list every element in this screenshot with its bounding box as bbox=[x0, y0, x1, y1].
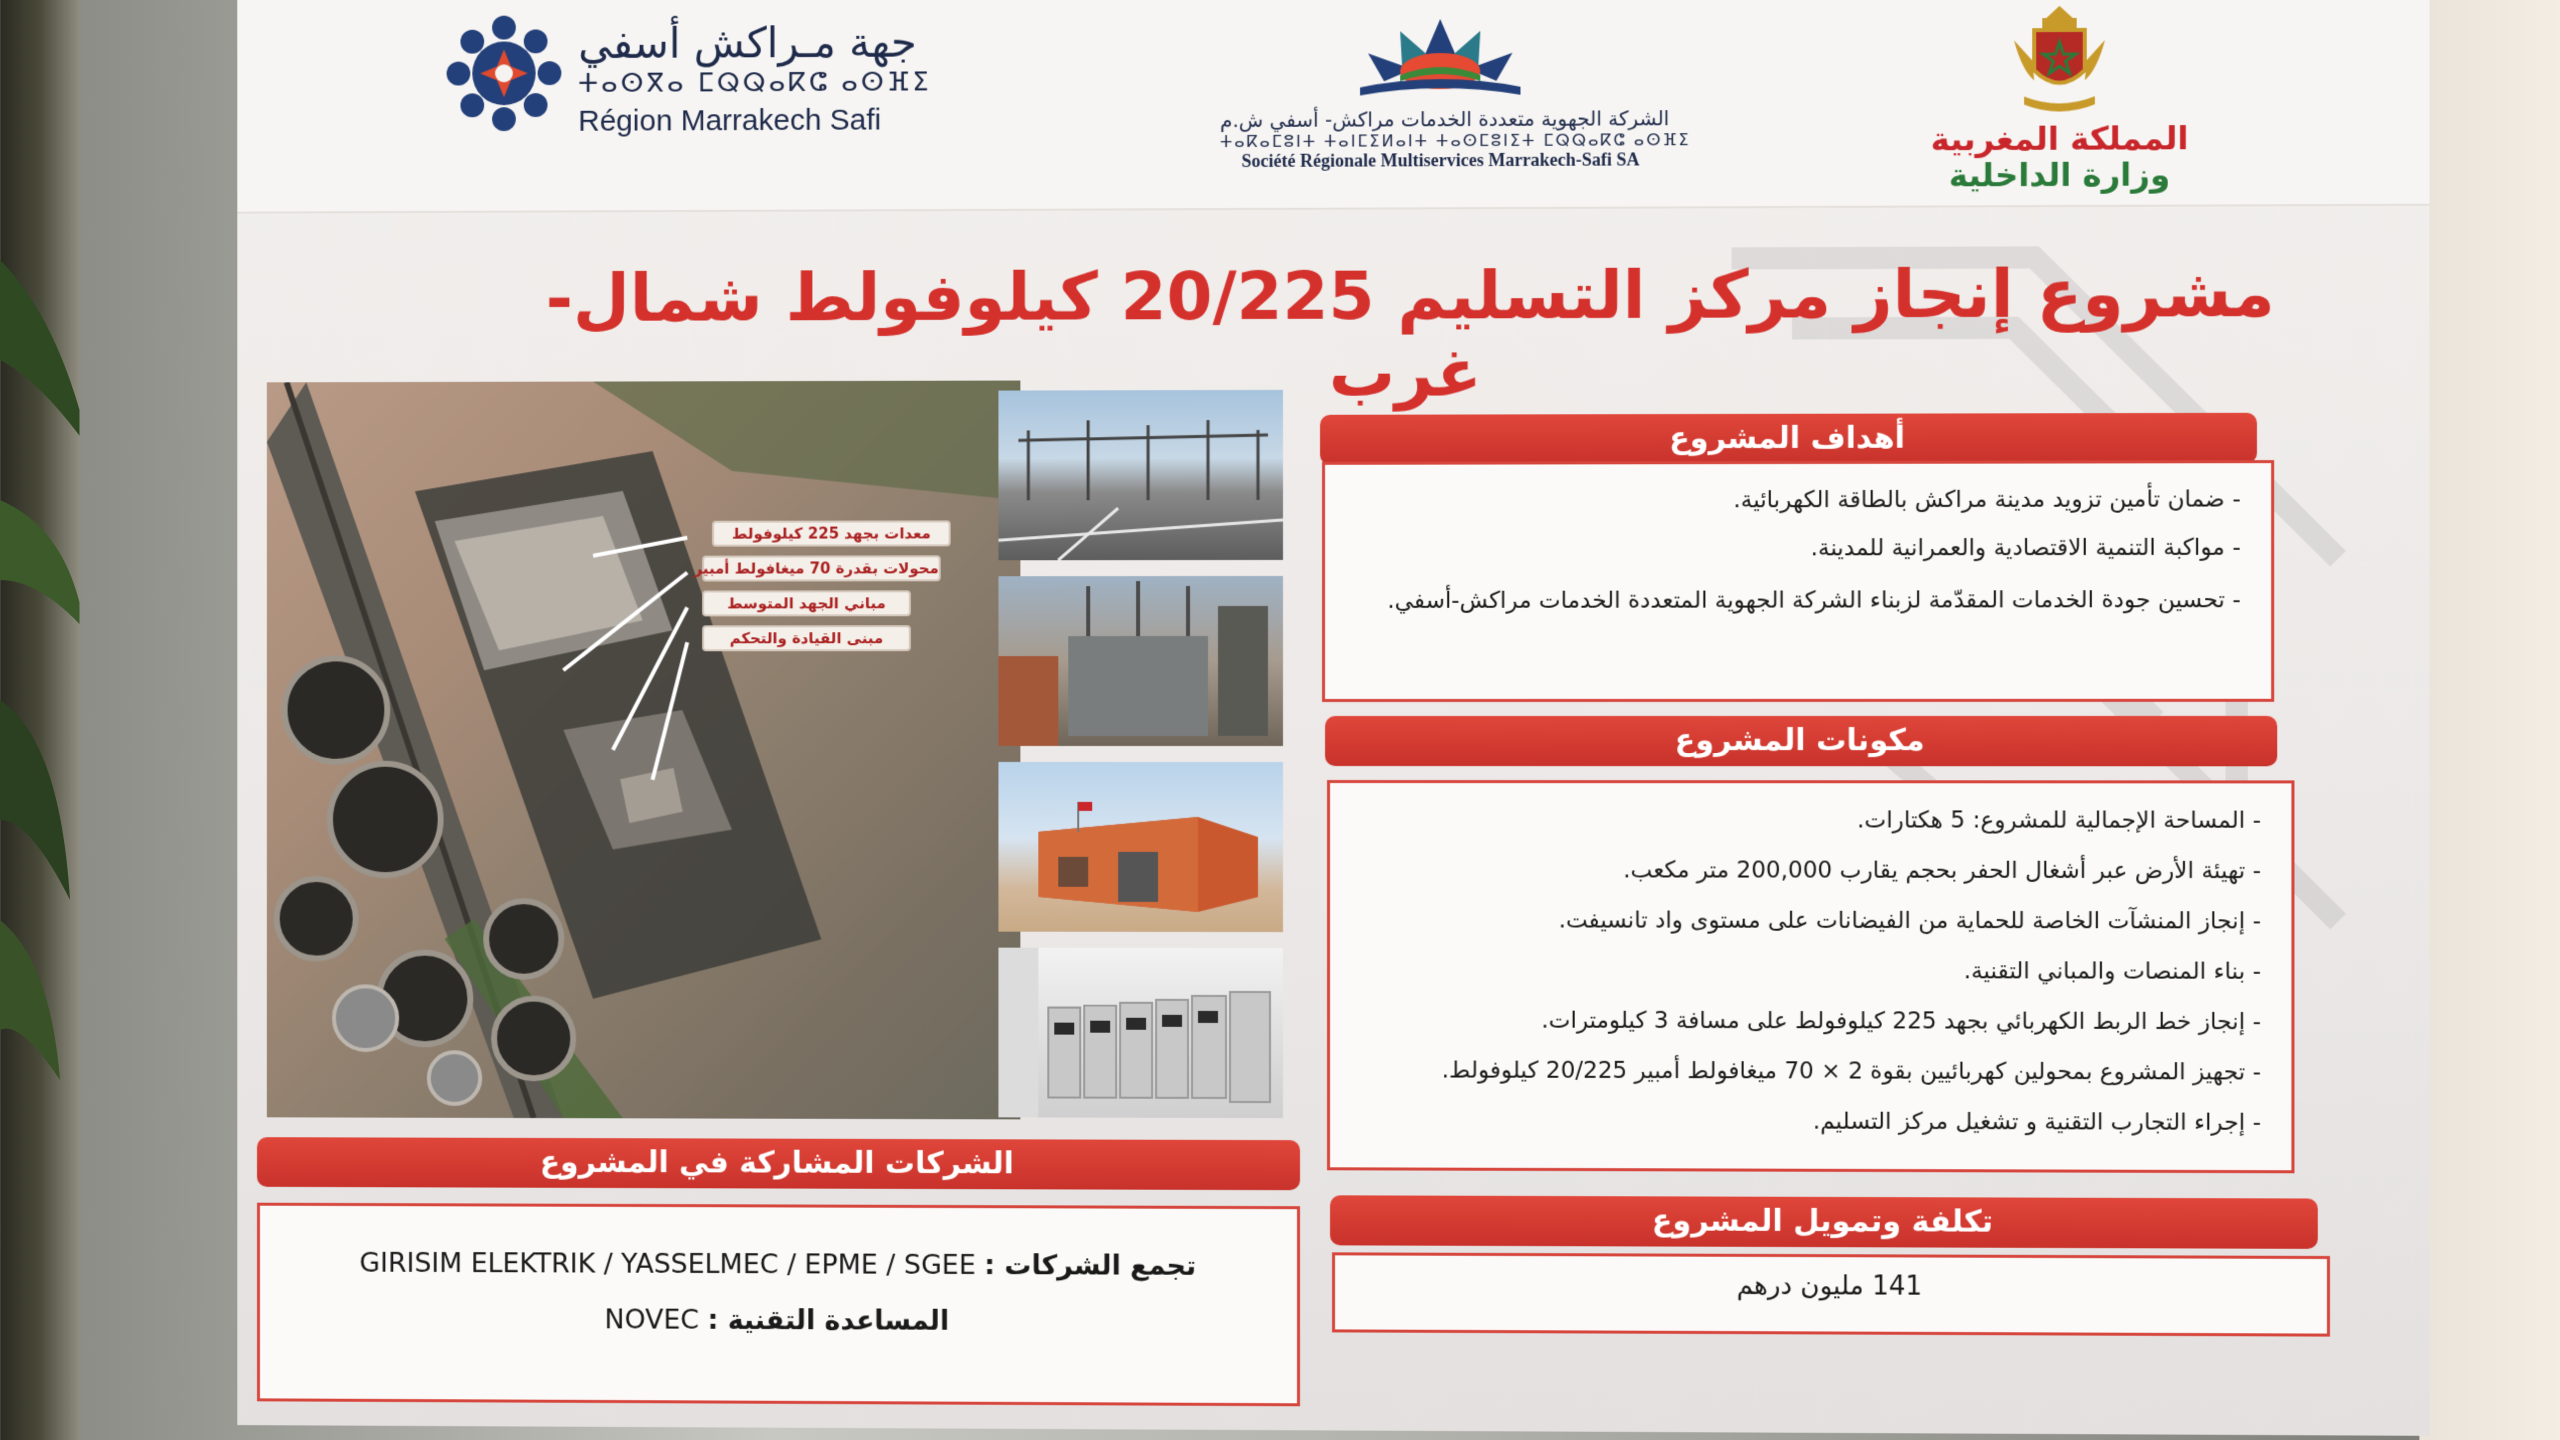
objective-item: - تحسين جودة الخدمات المقدّمة لزبناء الشركة الجهوية المتعددة الخدمات مراكش-أسفي. bbox=[1387, 587, 2241, 614]
srm-logo bbox=[1220, 8, 1691, 190]
assistance-label: المساعدة التقنية : bbox=[707, 1304, 950, 1337]
objective-item: - ضمان تأمين تزويد مدينة مراكش بالطاقة الكهربائية. bbox=[1733, 486, 2241, 514]
photo-substation-yard bbox=[998, 390, 1283, 560]
callout-mv-buildings: مباني الجهد المتوسط bbox=[702, 590, 911, 616]
plant-leaves bbox=[0, 200, 90, 1100]
component-item: - إنجاز المنشآت الخاصة للحماية من الفيضانات على مستوى واد تانسيفت. bbox=[1558, 907, 2262, 935]
region-name-french: Région Marrakech Safi bbox=[578, 103, 882, 138]
srm-name-tifinagh: ⵜⴰⴽⴰⵎⵓⵏⵜ ⵜⴰⵏⵎⵉⵍⴰⵏⵜ ⵜⴰⵙⵎⵓⵏⵉⵜ ⵎⵕⵕⴰⴽⵛ ⴰⵙⴼⵉ bbox=[1220, 130, 1691, 152]
srm-sun-icon bbox=[1340, 8, 1541, 99]
consortium-row bbox=[299, 1236, 1257, 1295]
component-item: - إنجاز خط الربط الكهربائي بجهد 225 كيلوفولط على مسافة 3 كيلومترات. bbox=[1541, 1007, 2262, 1036]
project-title: مشروع إنجاز مركز التسليم 20/225 كيلوفولط شمال-غرب bbox=[545, 254, 2275, 412]
component-item: - المساحة الإجمالية للمشروع: 5 هكتارات. bbox=[1856, 807, 2262, 834]
aerial-site-drawing bbox=[267, 381, 1021, 1120]
component-item: - تهيئة الأرض عبر أشغال الحفر بحجم يقارب 200,000 متر مكعب. bbox=[1623, 857, 2262, 885]
coat-of-arms-icon bbox=[2004, 0, 2115, 121]
consortium-value: GIRISIM ELEKTRIK / YASSELMEC / EPME / SGEE bbox=[359, 1247, 976, 1281]
objectives-box bbox=[1322, 460, 2274, 702]
components-box bbox=[1327, 780, 2294, 1173]
assistance-row bbox=[299, 1291, 1257, 1351]
sign-board bbox=[237, 0, 2429, 1436]
cost-heading: تكلفة وتمويل المشروع bbox=[1330, 1195, 2318, 1249]
companies-box bbox=[257, 1203, 1300, 1407]
objective-item: - مواكبة التنمية الاقتصادية والعمرانية للمدينة. bbox=[1810, 534, 2241, 562]
region-logo bbox=[445, 11, 961, 138]
srm-name-french: Société Régionale Multiservices Marrakech-Safi SA bbox=[1241, 149, 1640, 171]
cost-value: 141 مليون درهم bbox=[1736, 1270, 1923, 1302]
cost-box bbox=[1332, 1252, 2330, 1336]
region-name-arabic: جهة مـراكش أسفي bbox=[578, 17, 917, 69]
srm-name-arabic: الشركة الجهوية متعددة الخدمات مراكش- أسفي ش.م bbox=[1220, 106, 1670, 133]
component-item: - تجهيز المشروع بمحولين كهربائيين بقوة 2 × 70 ميغافولط أمبير 20/225 كيلوفولط. bbox=[1441, 1057, 2262, 1086]
kingdom-label: المملكة المغربية bbox=[1930, 119, 2189, 159]
objectives-heading: أهداف المشروع bbox=[1320, 413, 2257, 465]
callout-control-building: مبنى القيادة والتحكم bbox=[702, 625, 911, 651]
photo-switchgear bbox=[998, 948, 1283, 1118]
region-star-icon bbox=[445, 13, 564, 133]
component-item: - بناء المنصات والمباني التقنية. bbox=[1963, 958, 2262, 985]
ministry-label: وزارة الداخلية bbox=[1948, 155, 2171, 195]
component-item: - إجراء التجارب التقنية و تشغيل مركز التسليم. bbox=[1812, 1108, 2262, 1136]
aerial-photo bbox=[267, 381, 1021, 1120]
consortium-label: تجمع الشركات : bbox=[984, 1250, 1197, 1282]
callout-transformers: محولات بقدرة 70 ميغافولط أمبير bbox=[702, 555, 941, 581]
components-heading: مكونات المشروع bbox=[1325, 716, 2277, 766]
sign-frame bbox=[80, 0, 2420, 1440]
photo-transformer bbox=[998, 576, 1283, 746]
companies-heading: الشركات المشاركة في المشروع bbox=[257, 1137, 1300, 1190]
assistance-value: NOVEC bbox=[604, 1304, 700, 1336]
region-name-tifinagh: ⵜⴰⵙⴳⴰ ⵎⵕⵕⴰⴽⵛ ⴰⵙⴼⵉ bbox=[578, 67, 932, 99]
callout-equipment: معدات بجهد 225 كيلوفولط bbox=[712, 520, 951, 546]
ministry-logo bbox=[1928, 0, 2191, 201]
photo-control-building bbox=[998, 762, 1283, 932]
photo-thumbnails bbox=[998, 390, 1288, 1134]
